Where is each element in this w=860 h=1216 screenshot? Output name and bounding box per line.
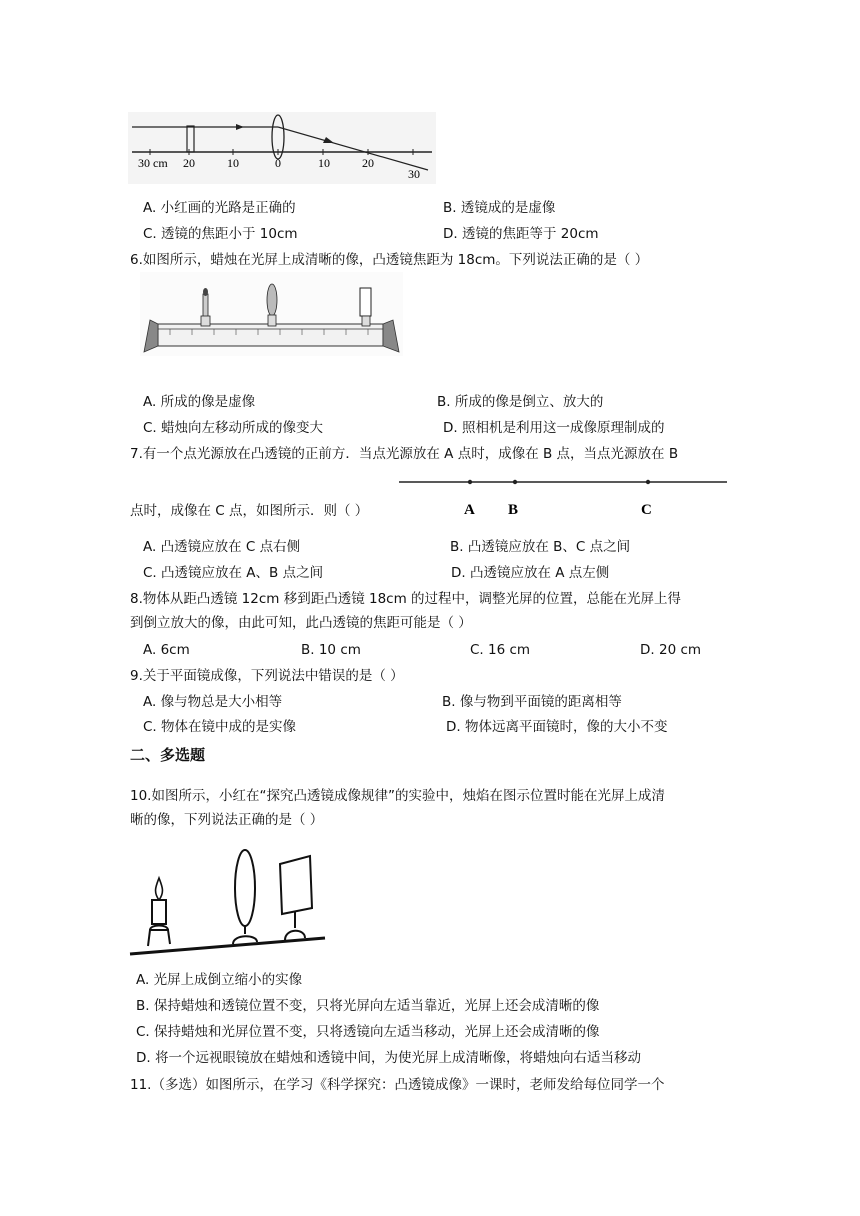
tick-label: 30 cm (138, 156, 168, 170)
tick-label: 30 (408, 167, 420, 181)
q10-experiment-diagram (128, 840, 328, 960)
q10-option-b: B. 保持蜡烛和透镜位置不变，只将光屏向左适当靠近，光屏上还会成清晰的像 (136, 998, 600, 1014)
q6-option-c: C. 蜡烛向左移动所成的像变大 (143, 420, 324, 436)
q7-option-d: D. 凸透镜应放在 A 点左侧 (451, 565, 610, 581)
point-b (513, 480, 517, 484)
q10-option-d: D. 将一个远视眼镜放在蜡烛和透镜中间，为使光屏上成清晰像，将蜡烛向右适当移动 (136, 1050, 641, 1066)
candle (152, 900, 166, 924)
screen (360, 288, 371, 316)
q9-option-a: A. 像与物总是大小相等 (143, 694, 283, 710)
section-title: 二、多选题 (130, 746, 206, 764)
q10-stem-line2: 晰的像，下列说法正确的是（ ） (130, 812, 324, 828)
q9-option-b: B. 像与物到平面镜的距离相等 (442, 694, 622, 710)
bench (130, 938, 325, 954)
q10-option-a: A. 光屏上成倒立缩小的实像 (136, 972, 303, 988)
lens (267, 284, 277, 316)
tick-label: 10 (318, 156, 330, 170)
q7-stem-line1: 7.有一个点光源放在凸透镜的正前方．当点光源放在 A 点时，成像在 B 点，当点光源放在 B (130, 446, 679, 462)
q9-stem: 9.关于平面镜成像，下列说法中错误的是（ ） (130, 668, 404, 684)
q9-option-d: D. 物体远离平面镜时，像的大小不变 (446, 719, 668, 735)
q6-stem: 6.如图所示，蜡烛在光屏上成清晰的像，凸透镜焦距为 18cm。下列说法正确的是（ ） (130, 252, 649, 268)
q8-option-b: B. 10 cm (301, 642, 361, 658)
label-a: A (464, 502, 475, 518)
q6-option-d: D. 照相机是利用这一成像原理制成的 (443, 420, 665, 436)
tick-label: 10 (227, 156, 239, 170)
q5-ray-diagram (128, 112, 436, 184)
screen (280, 856, 312, 914)
lens (235, 850, 255, 926)
q8-stem-line2: 到倒立放大的像，由此可知，此凸透镜的焦距可能是（ ） (130, 615, 472, 631)
point-a (468, 480, 472, 484)
q7-option-a: A. 凸透镜应放在 C 点右侧 (143, 539, 301, 555)
q7-option-c: C. 凸透镜应放在 A、B 点之间 (143, 565, 324, 581)
q5-option-c: C. 透镜的焦距小于 10cm (143, 226, 298, 242)
q7-points-diagram (395, 474, 731, 522)
q10-option-c: C. 保持蜡烛和光屏位置不变，只将透镜向左适当移动，光屏上还会成清晰的像 (136, 1024, 600, 1040)
q10-stem-line1: 10.如图所示，小红在“探究凸透镜成像规律”的实验中，烛焰在图示位置时能在光屏上成清 (130, 788, 665, 804)
label-b: B (508, 502, 519, 518)
q8-option-d: D. 20 cm (640, 642, 702, 658)
q5-option-a: A. 小红画的光路是正确的 (143, 200, 296, 216)
q7-stem-line2: 点时，成像在 C 点，如图所示．则（ ） (130, 503, 369, 519)
tick-label: 20 (183, 156, 195, 170)
q5-option-d: D. 透镜的焦距等于 20cm (443, 226, 599, 242)
q6-optical-bench (140, 272, 403, 356)
flame (156, 878, 163, 900)
q9-option-c: C. 物体在镜中成的是实像 (143, 719, 297, 735)
candle (203, 294, 208, 318)
point-c (646, 480, 650, 484)
q7-option-b: B. 凸透镜应放在 B、C 点之间 (450, 539, 631, 555)
q8-stem-line1: 8.物体从距凸透镜 12cm 移到距凸透镜 18cm 的过程中，调整光屏的位置，总能在光屏上得 (130, 591, 682, 607)
q11-stem-line1: 11.（多选）如图所示，在学习《科学探究：凸透镜成像》一课时，老师发给每位同学一个 (130, 1077, 665, 1093)
tick-label: 20 (362, 156, 374, 170)
label-c: C (641, 502, 652, 518)
q5-option-b: B. 透镜成的是虚像 (443, 200, 556, 216)
q6-option-b: B. 所成的像是倒立、放大的 (437, 394, 604, 410)
q6-option-a: A. 所成的像是虚像 (143, 394, 256, 410)
q8-option-a: A. 6cm (143, 642, 190, 658)
q8-option-c: C. 16 cm (470, 642, 531, 658)
tick-label: 0 (275, 156, 281, 170)
